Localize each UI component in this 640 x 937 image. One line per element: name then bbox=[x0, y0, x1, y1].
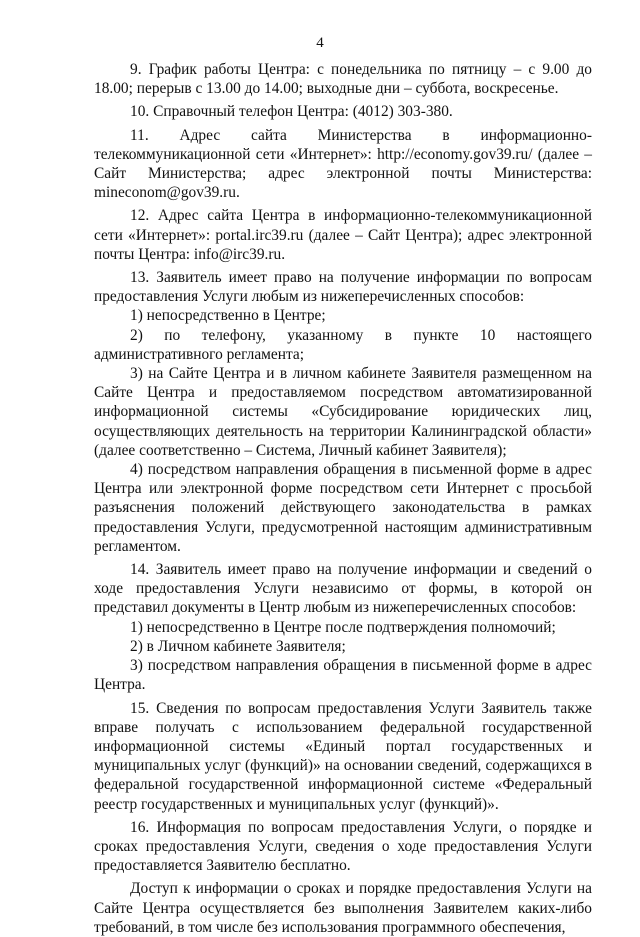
list-item-14-3: 3) посредством направления обращения в письменной форме в адрес Центра. bbox=[94, 657, 592, 694]
list-item-13-1: 1) непосредственно в Центре; bbox=[130, 307, 326, 325]
paragraph-15-federal-portal: 15. Сведения по вопросам предоставления Услуги Заявитель также вправе получать с использованием федеральной государственной информационной системы «Единый портал государственных и муниципальных услуг (функций)» на основании сведений, содержащихся в федеральной государственной информационной системе «Федеральный реестр государственных и муниципальных услуг (функций)». bbox=[94, 699, 592, 813]
list-item-13-2: 2) по телефону, указанному в пункте 10 настоящего административного регламента; bbox=[94, 326, 592, 363]
paragraph-11-ministry-site: 11. Адрес сайта Министерства в информационно-телекоммуникационной сети «Интернет»: http://economy.gov39.ru/ (далее – Сайт Министерства; адрес электронной почты Министерства: mineconom@gov39.ru. bbox=[94, 126, 592, 202]
page-number: 4 bbox=[316, 35, 324, 51]
list-item-14-1: 1) непосредственно в Центре после подтверждения полномочий; bbox=[130, 618, 556, 636]
paragraph-16-free-info: 16. Информация по вопросам предоставления Услуги, о порядке и сроках предоставления Услуги, сведения о ходе предоставления Услуги предоставляется Заявителю бесплатно. bbox=[94, 818, 592, 875]
list-item-14-2: 2) в Личном кабинете Заявителя; bbox=[130, 637, 346, 655]
paragraph-access-info: Доступ к информации о сроках и порядке предоставления Услуги на Сайте Центра осуществляется без выполнения Заявителем каких-либо требований, в том числе без использования программного обеспечения, bbox=[94, 880, 592, 936]
paragraph-9-work-schedule: 9. График работы Центра: с понедельника по пятницу – с 9.00 до 18.00; перерыв с 13.00 до 14.00; выходные дни – суббота, воскресенье. bbox=[94, 61, 592, 98]
list-item-13-4: 4) посредством направления обращения в письменной форме в адрес Центра или электронной форме посредством сети Интернет с просьбой разъяснения положений действующего законодательства в рамках предоставления Услуги, предусмотренной настоящим административным регламентом. bbox=[94, 461, 592, 555]
paragraph-12-center-site: 12. Адрес сайта Центра в информационно-телекоммуникационной сети «Интернет»: portal.irc39.ru (далее – Сайт Центра); адрес электронной почты Центра: info@irc39.ru. bbox=[94, 207, 592, 263]
list-item-13-3: 3) на Сайте Центра и в личном кабинете Заявителя размещенном на Сайте Центра и предоставляемом посредством автоматизированной информационной системы «Субсидирование юридических лиц, осуществляющих деятельность на территории Калининградской области» (далее соответственно – Система, Личный кабинет Заявителя); bbox=[94, 365, 592, 459]
document-body bbox=[94, 60, 592, 937]
paragraph-10-phone: 10. Справочный телефон Центра: (4012) 303-380. bbox=[130, 103, 453, 121]
paragraph-13-info-rights: 13. Заявитель имеет право на получение информации по вопросам предоставления Услуги любым из нижеперечисленных способов: bbox=[94, 269, 592, 306]
paragraph-14-status-rights: 14. Заявитель имеет право на получение информации и сведений о ходе предоставления Услуги независимо от формы, в которой он представил документы в Центр любым из нижеперечисленных способов: bbox=[94, 561, 592, 617]
